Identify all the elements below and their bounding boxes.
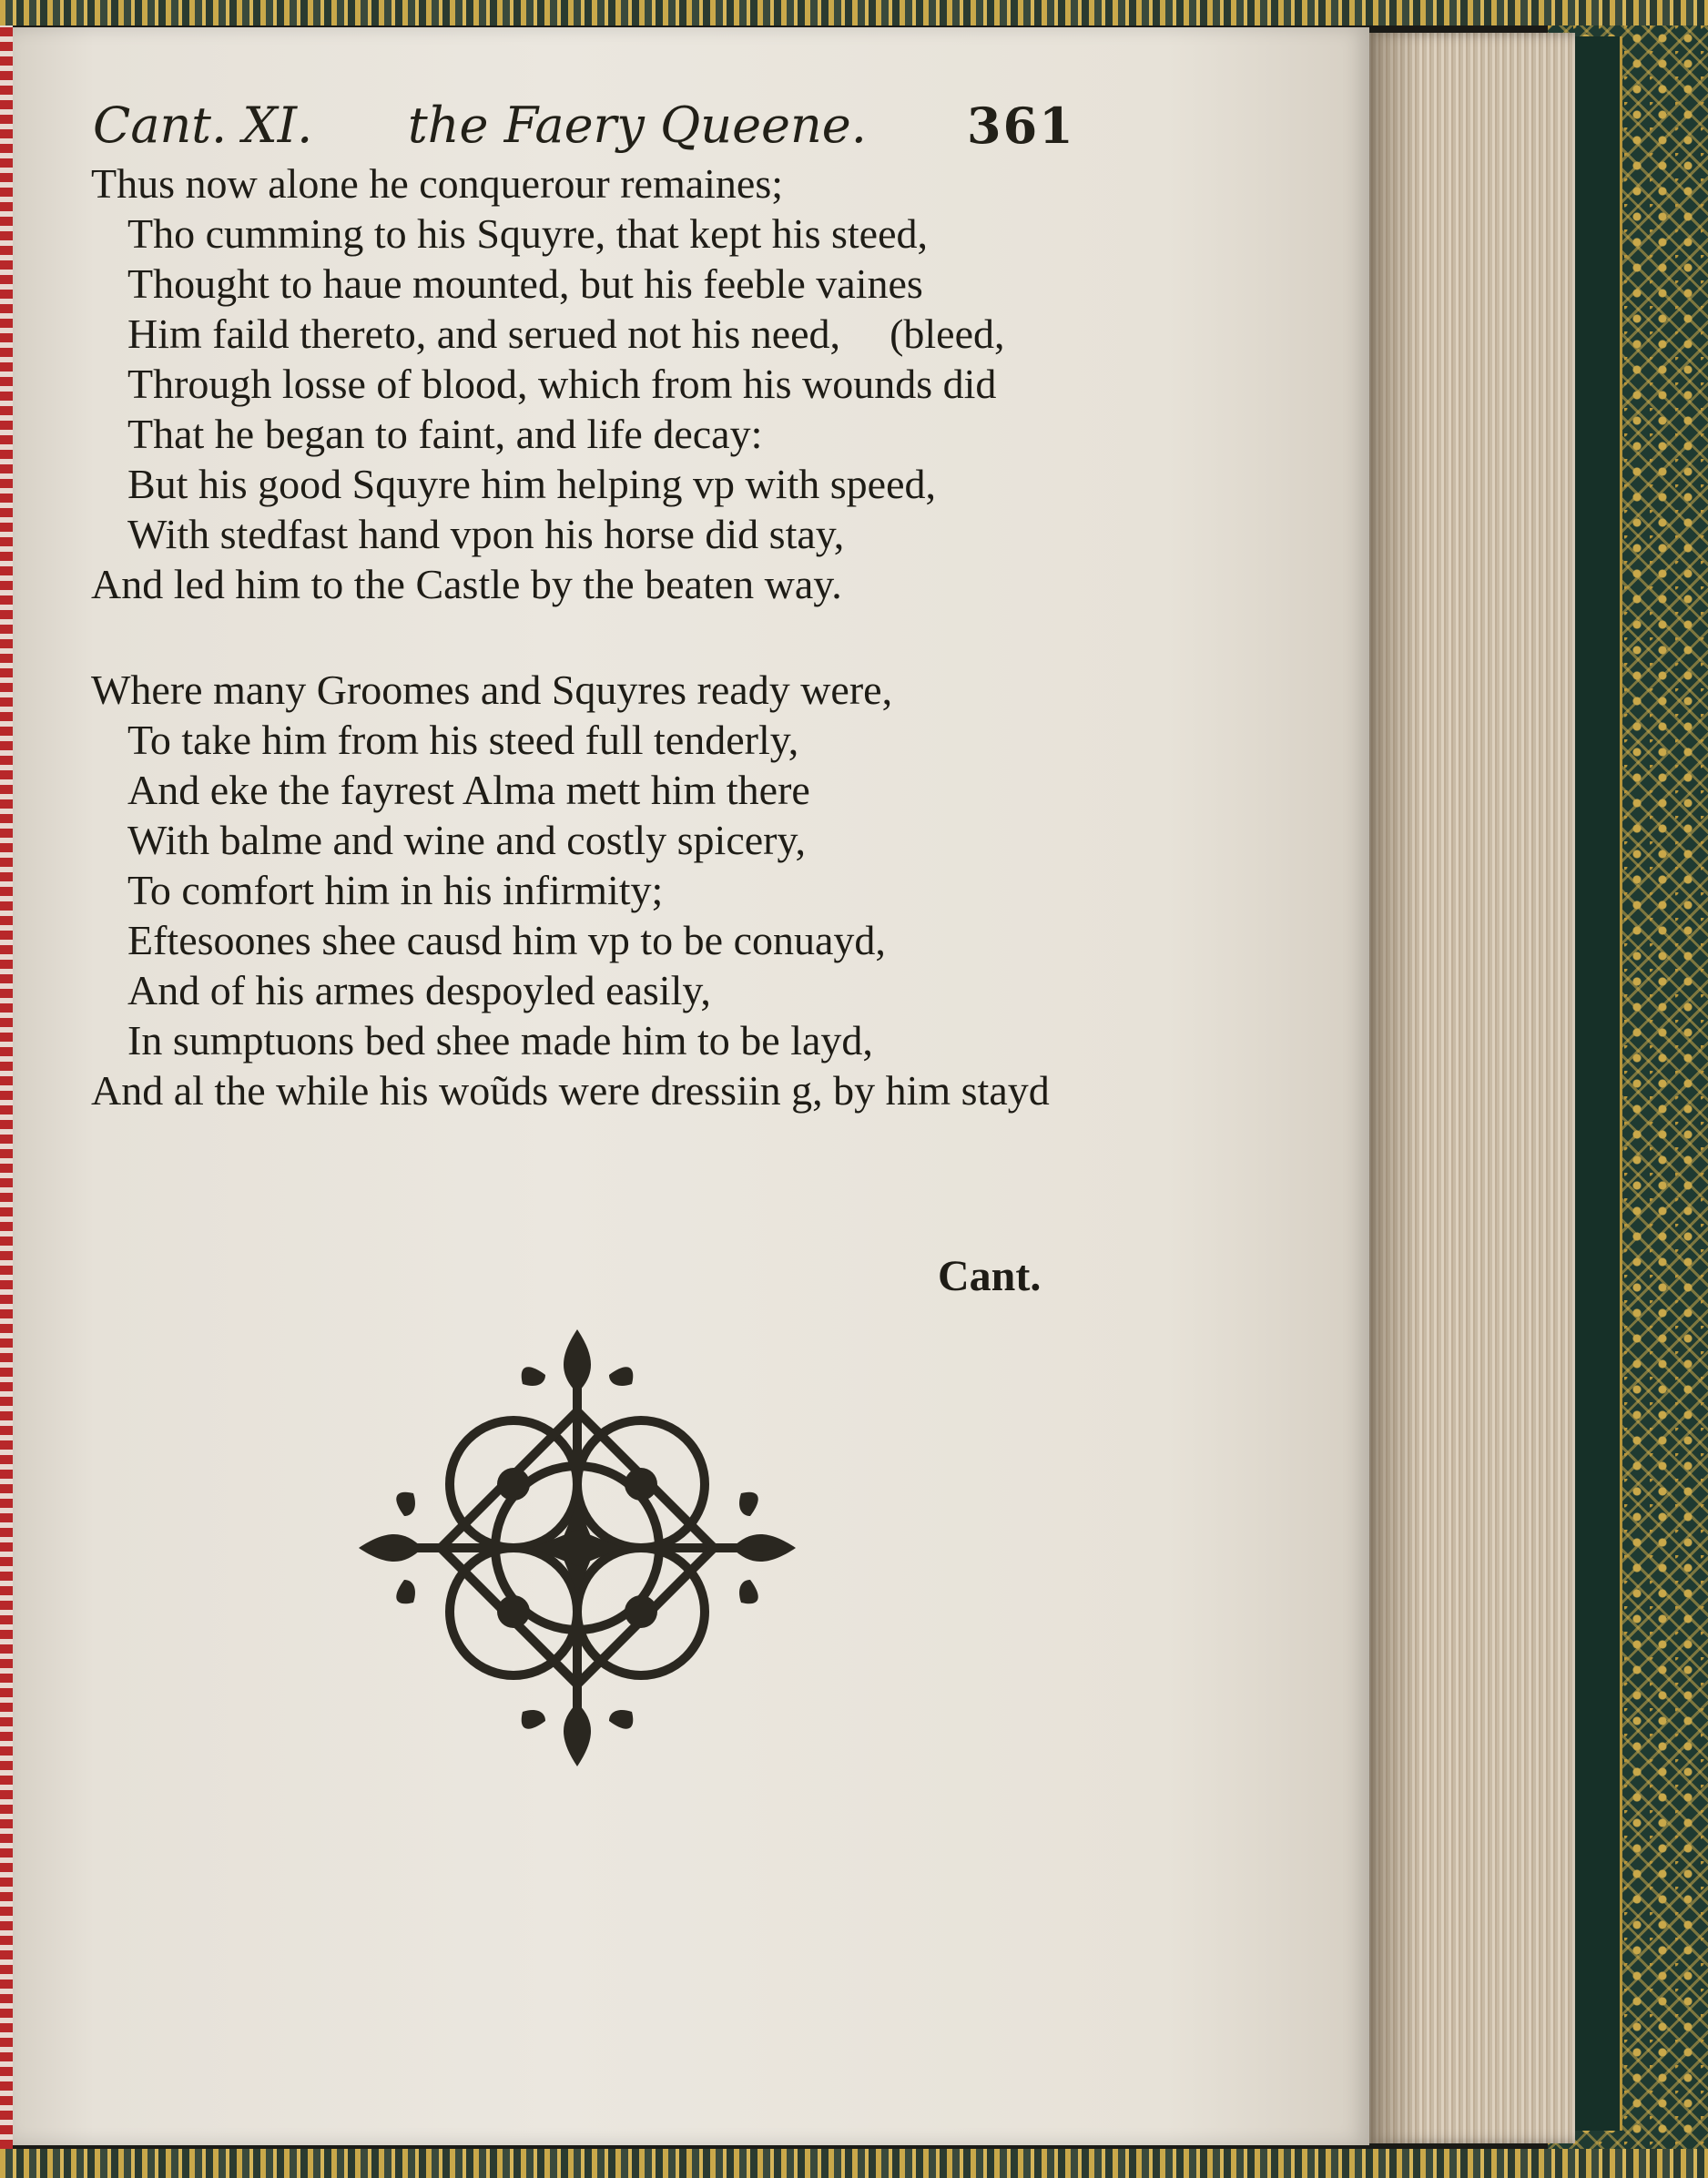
fleuron-ornament-icon bbox=[341, 1311, 814, 1785]
verse-line bbox=[91, 309, 1093, 359]
verse-line: And eke the fayrest Alma mett him there bbox=[127, 767, 810, 813]
verse-line: Thus now alone he conquerour remaines; bbox=[91, 160, 784, 207]
verse-line: And al the while his woũds were dressiin g, by him stayd bbox=[91, 1067, 1050, 1114]
book-title: the Faery Queene. bbox=[408, 97, 867, 154]
stanza-1 bbox=[91, 158, 1093, 609]
book-page bbox=[13, 27, 1369, 2145]
page-number: 361 bbox=[967, 97, 1075, 155]
fleuron-ornament-svg bbox=[341, 1311, 814, 1785]
verse-line: Eftesoones shee causd him vp to be conuayd, bbox=[127, 917, 886, 963]
verse-line: With stedfast hand vpon his horse did stay, bbox=[127, 511, 845, 557]
verse-line: In sumptuons bed shee made him to be layd, bbox=[127, 1017, 873, 1064]
verse-line: That he began to faint, and life decay: bbox=[127, 411, 763, 457]
canto-label: Cant. XI. bbox=[93, 97, 313, 154]
catchword: Cant. bbox=[938, 1252, 1042, 1300]
cover-panel bbox=[1571, 36, 1622, 2131]
verse-line: Thought to haue mounted, but his feeble vaines bbox=[127, 260, 923, 307]
verse-line: Through losse of blood, which from his wounds did bbox=[127, 361, 997, 407]
verse-line: To take him from his steed full tenderly, bbox=[127, 717, 799, 763]
verse-line: And led him to the Castle by the beaten way. bbox=[91, 561, 842, 607]
turnover-word: (bleed, bbox=[890, 310, 1005, 357]
verse-line: To comfort him in his infirmity; bbox=[127, 867, 664, 913]
binding-strip bbox=[0, 25, 13, 2149]
gilt-border-bottom bbox=[0, 2149, 1708, 2178]
verse-line: With balme and wine and costly spicery, bbox=[127, 817, 807, 863]
verse-line: Tho cumming to his Squyre, that kept his steed, bbox=[127, 210, 929, 257]
verse-line: And of his armes despoyled easily, bbox=[127, 967, 711, 1013]
verse-line: But his good Squyre him helping vp with speed, bbox=[127, 461, 937, 507]
gilt-border-top bbox=[0, 0, 1708, 25]
verse-line-text: Him faild thereto, and serued not his need, bbox=[127, 310, 841, 357]
page-edge-shadow bbox=[1366, 33, 1420, 2143]
verse-line: Where many Groomes and Squyres ready were, bbox=[91, 667, 893, 713]
stanza-2 bbox=[91, 665, 1093, 1115]
